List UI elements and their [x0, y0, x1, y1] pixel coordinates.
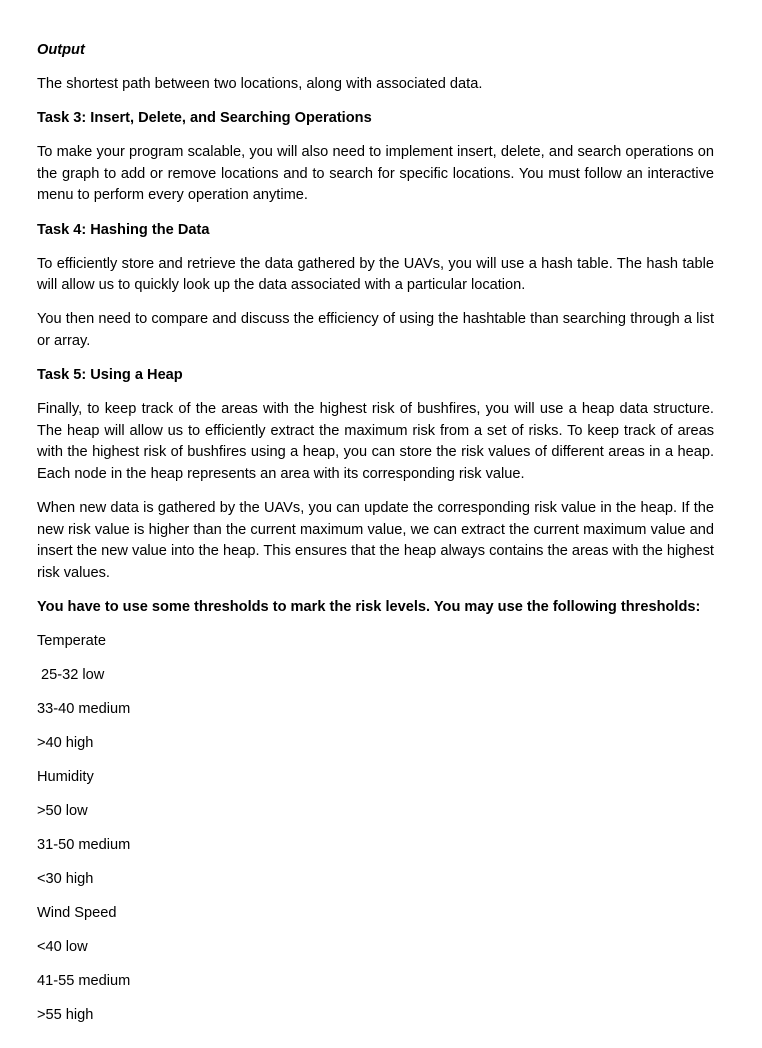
temperature-medium: 33-40 medium [37, 700, 131, 717]
temperature-low: 25-32 low [37, 666, 105, 683]
temperature-label: Temperate [37, 632, 106, 649]
wind-speed-high: >55 high [37, 1006, 94, 1023]
task4-paragraph-1: To efficiently store and retrieve the data gathered by the UAVs, you will use a hash table. The hash table will allow us to quickly look up the data associated with a particular location. [37, 255, 714, 294]
output-text: The shortest path between two locations, along with associated data. [37, 76, 483, 93]
thresholds-intro: You have to use some thresholds to mark the risk levels. You may use the following thresholds: [37, 598, 701, 615]
wind-speed-medium: 41-55 medium [37, 972, 131, 989]
temperature-high: >40 high [37, 734, 94, 751]
output-heading: Output [37, 42, 85, 58]
task4-paragraph-2: You then need to compare and discuss the efficiency of using the hashtable than searching through a list or array. [37, 311, 714, 349]
humidity-low: >50 low [37, 802, 88, 819]
wind-speed-low: <40 low [37, 938, 88, 955]
task5-paragraph-2: When new data is gathered by the UAVs, you can update the corresponding risk value in the heap. If the new risk value is higher than the current maximum value, we can extract the current maximum value and insert the new value into the heap. This ensures that the heap always contains the areas with the highest risk values. [37, 500, 714, 581]
task3-paragraph: To make your program scalable, you will also need to implement insert, delete, and search operations on the graph to add or remove locations and to search for specific locations. You must follow an interactive menu to perform every operation anytime. [37, 144, 714, 204]
humidity-label: Humidity [37, 768, 94, 785]
wind-speed-label: Wind Speed [37, 904, 117, 921]
task4-heading: Task 4: Hashing the Data [37, 221, 210, 238]
task5-heading: Task 5: Using a Heap [37, 367, 183, 384]
humidity-medium: 31-50 medium [37, 836, 131, 853]
humidity-high: <30 high [37, 870, 94, 887]
task5-paragraph-1: Finally, to keep track of the areas with the highest risk of bushfires, you will use a heap data structure. The heap will allow us to efficiently extract the maximum risk from a set of risks. To keep track of areas with the highest risk of bushfires using a heap, you can store the risk values of different areas in a heap. Each node in the heap represents an area with its corresponding risk value. [37, 401, 714, 482]
task3-heading: Task 3: Insert, Delete, and Searching Operations [37, 110, 372, 127]
